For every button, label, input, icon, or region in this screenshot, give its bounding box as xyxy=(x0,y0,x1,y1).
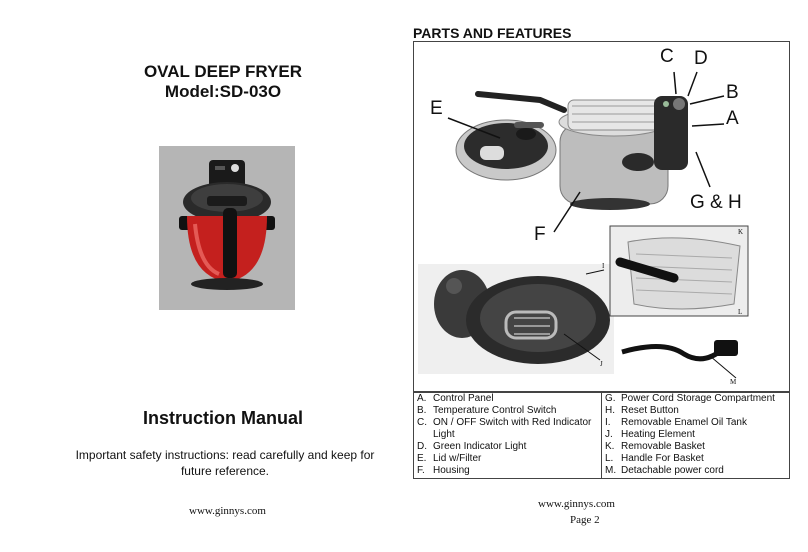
part-row: M. Detachable power cord xyxy=(605,465,724,476)
callout-b: B xyxy=(726,82,739,103)
callout-d: D xyxy=(694,48,708,69)
callout-a: A xyxy=(726,108,739,129)
product-photo xyxy=(159,146,295,310)
part-row: K. Removable Basket xyxy=(605,441,705,452)
website-right: www.ginnys.com xyxy=(538,498,615,510)
basket-photo xyxy=(610,226,748,316)
callout-e: E xyxy=(430,98,443,119)
website-left: www.ginnys.com xyxy=(189,505,266,517)
part-row: A. Control Panel xyxy=(417,393,494,404)
control-panel-illustration xyxy=(654,96,688,170)
callout-k: K xyxy=(738,228,744,236)
parts-diagram xyxy=(413,41,790,393)
part-row: H. Reset Button xyxy=(605,405,679,416)
callout-m: M xyxy=(730,378,737,386)
callout-j: J xyxy=(600,360,603,368)
callout-l: L xyxy=(738,308,743,316)
part-row: I. Removable Enamel Oil Tank xyxy=(605,417,747,428)
part-row: B. Temperature Control Switch xyxy=(417,405,557,416)
safety-instructions: Important safety instructions: read carefully and keep for future reference. xyxy=(75,448,375,478)
part-row: G. Power Cord Storage Compartment xyxy=(605,393,775,404)
parts-table xyxy=(413,391,790,479)
callout-c: C xyxy=(660,46,674,67)
callout-i: I xyxy=(602,262,605,270)
parts-column-right xyxy=(602,392,790,479)
oil-tank-photo xyxy=(418,264,614,374)
product-title: OVAL DEEP FRYER xyxy=(143,62,303,81)
section-heading: PARTS AND FEATURES xyxy=(413,25,572,41)
power-cord-photo xyxy=(622,340,738,378)
part-row: C. ON / OFF Switch with Red Indicator Light xyxy=(417,417,592,440)
parts-page xyxy=(404,0,808,552)
parts-column-left xyxy=(414,392,602,479)
callout-f: F xyxy=(534,224,546,245)
model-number: Model:SD-03O xyxy=(164,82,282,101)
part-row: D. Green Indicator Light xyxy=(417,441,527,452)
part-row: L. Handle For Basket xyxy=(605,453,704,464)
part-row: E. Lid w/Filter xyxy=(417,453,482,464)
part-row: J. Heating Element xyxy=(605,429,695,440)
page-number: Page 2 xyxy=(570,514,600,526)
fryer-lid-illustration xyxy=(456,120,556,180)
callout-gh: G & H xyxy=(690,192,742,213)
part-row: F. Housing xyxy=(417,465,470,476)
manual-title: Instruction Manual xyxy=(142,408,303,428)
